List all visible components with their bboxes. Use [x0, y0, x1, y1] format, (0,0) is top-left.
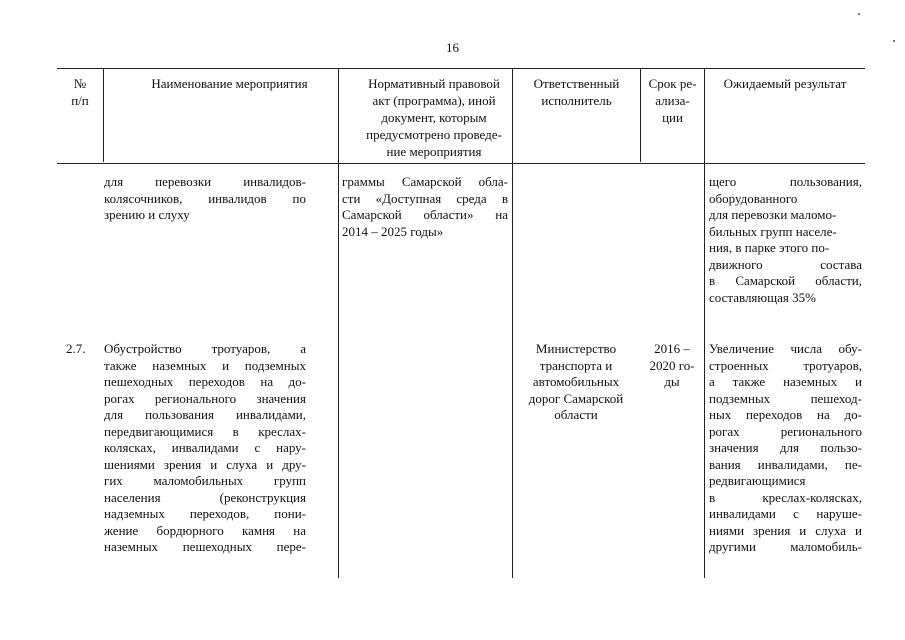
row-term-cell: [642, 341, 702, 391]
scan-speck: [858, 13, 860, 15]
row-number: 2.7.: [66, 341, 86, 356]
column-divider: [103, 68, 104, 162]
cont-result-cell: [709, 174, 862, 306]
text-line: Наименование мероприятия: [151, 76, 308, 91]
text-line: передвигающимися в креслах-: [104, 423, 306, 439]
text-line: строенных тротуаров,: [709, 357, 862, 373]
text-line: редвигающимися: [709, 473, 806, 488]
text-line: вания инвалидами, пе-: [709, 456, 862, 472]
text-line: ных переходов на до-: [709, 407, 862, 422]
scan-speck: [893, 40, 895, 42]
text-line: рогах регионального значения: [104, 390, 306, 406]
text-line: рогах регионального: [709, 423, 862, 439]
text-line: Увеличение числа обу-: [709, 341, 862, 356]
text-line: ния, в парке этого по-: [709, 240, 830, 255]
text-line: ды: [664, 374, 680, 389]
text-line: транспорта и: [539, 357, 613, 373]
text-line: шениями зрения и слуха и дру-: [104, 456, 306, 472]
text-line: гих маломобильных групп: [104, 473, 306, 488]
column-divider: [512, 68, 513, 578]
text-line: оборудованного: [709, 190, 798, 206]
column-divider: [640, 68, 641, 162]
cont-act-cell: [342, 174, 508, 240]
text-line: колясках, инвалидами с нару-: [104, 440, 306, 455]
text-line: ции: [662, 110, 683, 125]
text-line: зрению и слуху: [104, 207, 190, 222]
text-line: области: [554, 407, 598, 422]
text-line: акт (программа), иной: [372, 93, 496, 108]
header-num: [57, 75, 103, 109]
text-line: Срок ре-: [648, 76, 697, 91]
column-divider: [704, 68, 705, 578]
text-line: для пользования инвалидами,: [104, 407, 306, 422]
text-line: Ответственный: [533, 76, 620, 91]
text-line: сти «Доступная среда в: [342, 190, 508, 206]
header-term: [641, 75, 704, 126]
text-line: наземных пешеходных пере-: [104, 539, 306, 554]
cont-name-cell: [104, 174, 306, 224]
text-line: Ожидаемый результат: [723, 76, 847, 91]
text-line: также наземных и подземных: [104, 357, 306, 373]
text-line: п/п: [71, 93, 89, 108]
table-header: [57, 68, 865, 164]
text-line: Министерство: [535, 341, 617, 356]
header-name: [104, 75, 355, 92]
text-line: граммы Самарской обла-: [342, 174, 508, 189]
text-line: 2020 го-: [649, 357, 695, 373]
row-executor-cell: [516, 341, 636, 424]
text-line: жение бордюрного камня на: [104, 522, 306, 538]
text-line: а также наземных и: [709, 374, 862, 389]
text-line: пешеходных переходов на до-: [104, 374, 306, 389]
text-line: автомобильных: [532, 374, 620, 389]
text-line: 2016 –: [654, 341, 690, 356]
text-line: другими маломобиль-: [709, 539, 862, 554]
text-line: предусмотрено проведе-: [366, 127, 502, 142]
text-line: составляющая 35%: [709, 289, 816, 305]
row-name-cell: [104, 341, 306, 556]
text-line: исполнитель: [541, 93, 612, 108]
text-line: ниями зрения и слуха и: [709, 522, 862, 538]
column-divider: [338, 68, 339, 578]
text-line: ние мероприятия: [386, 144, 482, 159]
text-line: подземных пешеход-: [709, 390, 862, 406]
text-line: надземных переходов, пони-: [104, 506, 306, 521]
text-line: №: [73, 76, 87, 91]
page-number: 16: [446, 40, 459, 55]
text-line: ализа-: [655, 93, 690, 108]
text-line: Обустройство тротуаров, а: [104, 341, 306, 356]
header-executor: [513, 75, 640, 109]
text-line: 2014 – 2025 годы»: [342, 223, 444, 239]
text-line: для перевозки маломо-: [709, 207, 837, 222]
text-line: для перевозки инвалидов-: [104, 174, 306, 189]
text-line: населения (реконструкция: [104, 489, 306, 505]
text-line: Самарской области» на: [342, 207, 508, 222]
text-line: щего пользования,: [709, 174, 862, 189]
text-line: бильных групп населе-: [709, 223, 837, 239]
text-line: Нормативный правовой: [368, 76, 500, 91]
text-line: дорог Самарской: [528, 390, 624, 406]
row-result-cell: [709, 341, 862, 556]
text-line: в креслах-колясках,: [709, 489, 862, 505]
header-result: [705, 75, 865, 92]
text-line: движного состава: [709, 256, 862, 272]
text-line: инвалидами с наруше-: [709, 506, 862, 521]
header-act: [356, 75, 512, 160]
text-line: колясочников, инвалидов по: [104, 190, 306, 206]
text-line: документ, которым: [381, 110, 487, 125]
text-line: значения для пользо-: [709, 440, 862, 455]
text-line: в Самарской области,: [709, 273, 862, 288]
